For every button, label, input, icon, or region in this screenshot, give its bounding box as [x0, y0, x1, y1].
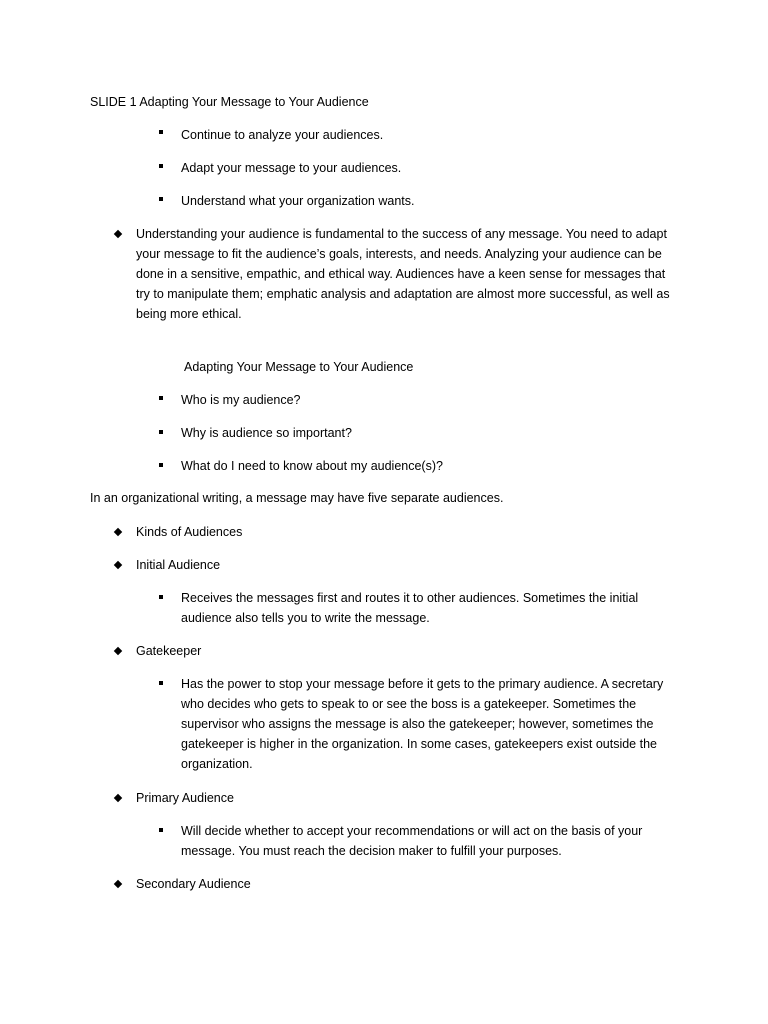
primary-audience-detail: Will decide whether to accept your recommendations or will act on the basis of your message. You must reach the decision maker to fulfill your purposes. — [181, 824, 643, 858]
initial-audience-detail: Receives the messages first and routes it to other audiences. Sometimes the initial audience also tells you to write the message. — [181, 591, 639, 625]
gatekeeper-heading: Gatekeeper — [136, 644, 202, 658]
square-bullet-icon — [159, 430, 163, 434]
primary-audience-heading: Primary Audience — [136, 791, 234, 805]
square-bullet-icon — [159, 828, 163, 832]
five-audiences-statement: In an organizational writing, a message may have five separate audiences. — [90, 491, 504, 505]
square-bullet-icon — [159, 396, 163, 400]
square-bullet-icon — [159, 197, 163, 201]
intro-bullet: Adapt your message to your audiences. — [181, 161, 402, 175]
square-bullet-icon — [159, 463, 163, 467]
secondary-audience-heading: Secondary Audience — [136, 877, 251, 891]
question-item: Why is audience so important? — [181, 426, 352, 440]
square-bullet-icon — [159, 130, 163, 134]
square-bullet-icon — [159, 595, 163, 599]
summary-paragraph: Understanding your audience is fundamental to the success of any message. You need to adapt your message to fit the audience’s goals, interests, and needs. Analyzing your audience can be done in a sensitive, empathic, and ethical way. Audiences have a keen sense for messages that try to manipulate them; emphatic analysis and adaptation are almost more successful, as well as being more ethical. — [136, 227, 670, 321]
kinds-heading: Kinds of Audiences — [136, 525, 243, 539]
diamond-bullet-icon — [114, 794, 122, 802]
diamond-bullet-icon — [114, 647, 122, 655]
diamond-bullet-icon — [114, 561, 122, 569]
diamond-bullet-icon — [114, 880, 122, 888]
intro-bullet: Continue to analyze your audiences. — [181, 128, 384, 142]
diamond-bullet-icon — [114, 528, 122, 536]
section-title: Adapting Your Message to Your Audience — [184, 360, 414, 374]
square-bullet-icon — [159, 681, 163, 685]
question-item: What do I need to know about my audience(s)? — [181, 459, 443, 473]
intro-bullet: Understand what your organization wants. — [181, 194, 415, 208]
square-bullet-icon — [159, 164, 163, 168]
diamond-bullet-icon — [114, 230, 122, 238]
initial-audience-heading: Initial Audience — [136, 558, 221, 572]
question-item: Who is my audience? — [181, 393, 301, 407]
slide-title: SLIDE 1 Adapting Your Message to Your Audience — [90, 95, 369, 109]
gatekeeper-detail: Has the power to stop your message before it gets to the primary audience. A secretary who decides who gets to speak to or see the boss is a gatekeeper. Sometimes the supervisor who assigns the message is also the gatekeeper; however, sometimes the gatekeeper is higher in the organization. In some cases, gatekeepers exist outside the organization. — [181, 677, 664, 771]
